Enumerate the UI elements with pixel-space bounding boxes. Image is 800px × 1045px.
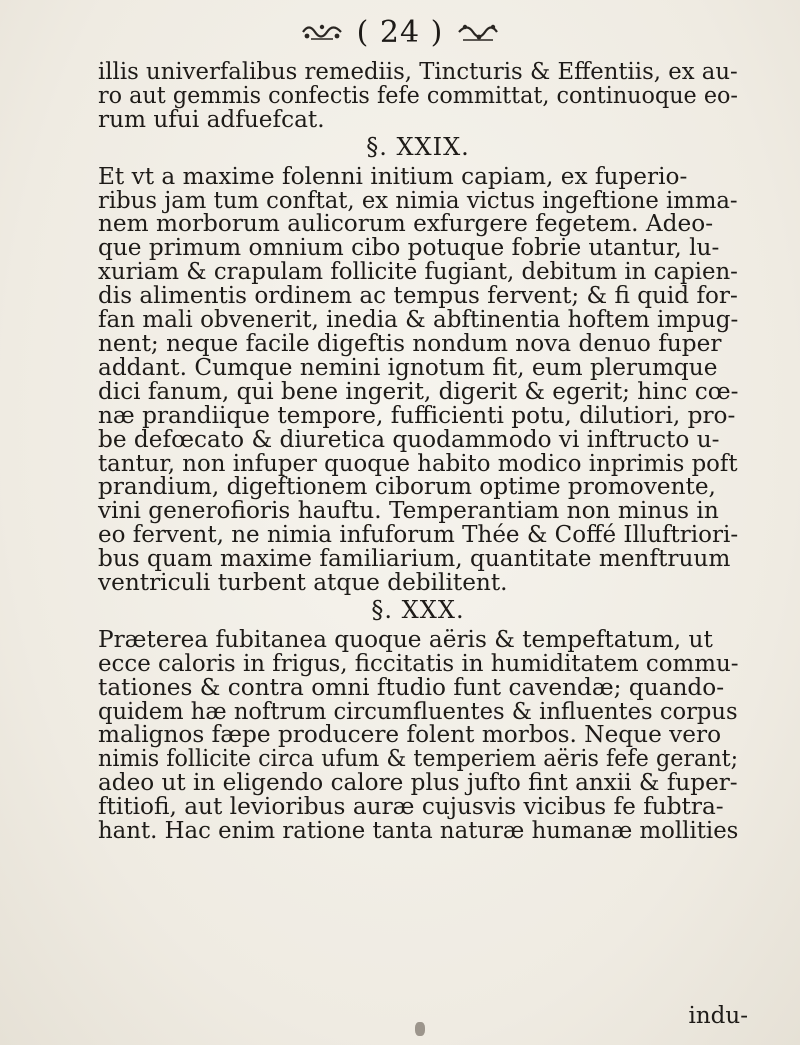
text-line: fan mali obvenerit, inedia & abftinentia hoftem impug- bbox=[98, 306, 739, 334]
text-line: rum ufui adfuefcat. bbox=[98, 105, 325, 133]
text-line: addant. Cumque nemini ignotum fit, eum plerumque bbox=[98, 353, 718, 381]
text-line: nem morborum aulicorum exfurgere fegetem. Adeo- bbox=[98, 210, 714, 238]
text-line: ribus jam tum conftat, ex nimia victus ingeftione imma- bbox=[98, 186, 738, 214]
text-line: ro aut gemmis confectis fefe committat, continuoque eo- bbox=[98, 81, 738, 109]
text-line: quidem hæ noftrum circumfluentes & influentes corpus bbox=[98, 697, 738, 725]
text-line: nent; neque facile digeftis nondum nova denuo fuper bbox=[98, 329, 722, 357]
catchword: indu- bbox=[688, 1003, 748, 1029]
text-line: nimis follicite circa ufum & temperiem aëris fefe gerant; bbox=[98, 745, 739, 773]
text-line: bus quam maxime familiarium, quantitate menftruum bbox=[98, 545, 731, 573]
section-heading: §. XXX. bbox=[371, 595, 465, 624]
section-heading: §. XXIX. bbox=[366, 132, 470, 161]
text-line: næ prandiique tempore, fufficienti potu, dilutiori, pro- bbox=[98, 401, 736, 429]
text-line: adeo ut in eligendo calore plus jufto fint anxii & fuper- bbox=[98, 769, 738, 797]
text-line: xuriam & crapulam follicite fugiant, debitum in capien- bbox=[98, 258, 738, 286]
page-header bbox=[0, 10, 800, 54]
text-line: que primum omnium cibo potuque fobrie utantur, lu- bbox=[98, 234, 720, 262]
text-line: tantur, non infuper quoque habito modico inprimis poft bbox=[98, 449, 738, 477]
text-line: illis univerfalibus remediis, Tincturis & Effentiis, ex au- bbox=[98, 58, 738, 85]
text-line: malignos fæpe producere folent morbos. Neque vero bbox=[98, 721, 722, 749]
printer-ornament-icon bbox=[457, 21, 499, 43]
text-line: eo fervent, ne nimia infuforum Thée & Coffé Illuftriori- bbox=[98, 521, 739, 549]
text-line: tationes & contra omni ftudio funt cavendæ; quando- bbox=[98, 673, 725, 701]
body-text bbox=[98, 60, 738, 843]
text-line: ventriculi turbent atque debilitent. bbox=[98, 569, 508, 597]
text-line: dis alimentis ordinem ac tempus fervent; & fi quid for- bbox=[98, 282, 738, 310]
text-line: dici fanum, qui bene ingerit, digerit & egerit; hinc cœ- bbox=[98, 377, 739, 405]
text-line: ecce caloris in frigus, ficcitatis in humiditatem commu- bbox=[98, 649, 739, 677]
text-line: ftitiofi, aut levioribus auræ cujusvis vicibus fe fubtra- bbox=[98, 793, 724, 821]
text-line: prandium, digeftionem ciborum optime promovente, bbox=[98, 473, 716, 501]
ink-blot bbox=[415, 1022, 425, 1036]
text-line: hant. Hac enim ratione tanta naturæ humanæ mollities bbox=[98, 817, 739, 845]
text-line: vini generofioris hauftu. Temperantiam non minus in bbox=[98, 497, 719, 525]
printer-ornament-icon bbox=[301, 21, 343, 43]
page-number: ( 24 ) bbox=[356, 14, 444, 50]
text-line: Et vt a maxime folenni initium capiam, ex fuperio- bbox=[98, 162, 688, 190]
text-line: Præterea fubitanea quoque aëris & tempeftatum, ut bbox=[98, 625, 713, 653]
text-line: be defœcato & diuretica quodammodo vi inftructo u- bbox=[98, 425, 720, 453]
